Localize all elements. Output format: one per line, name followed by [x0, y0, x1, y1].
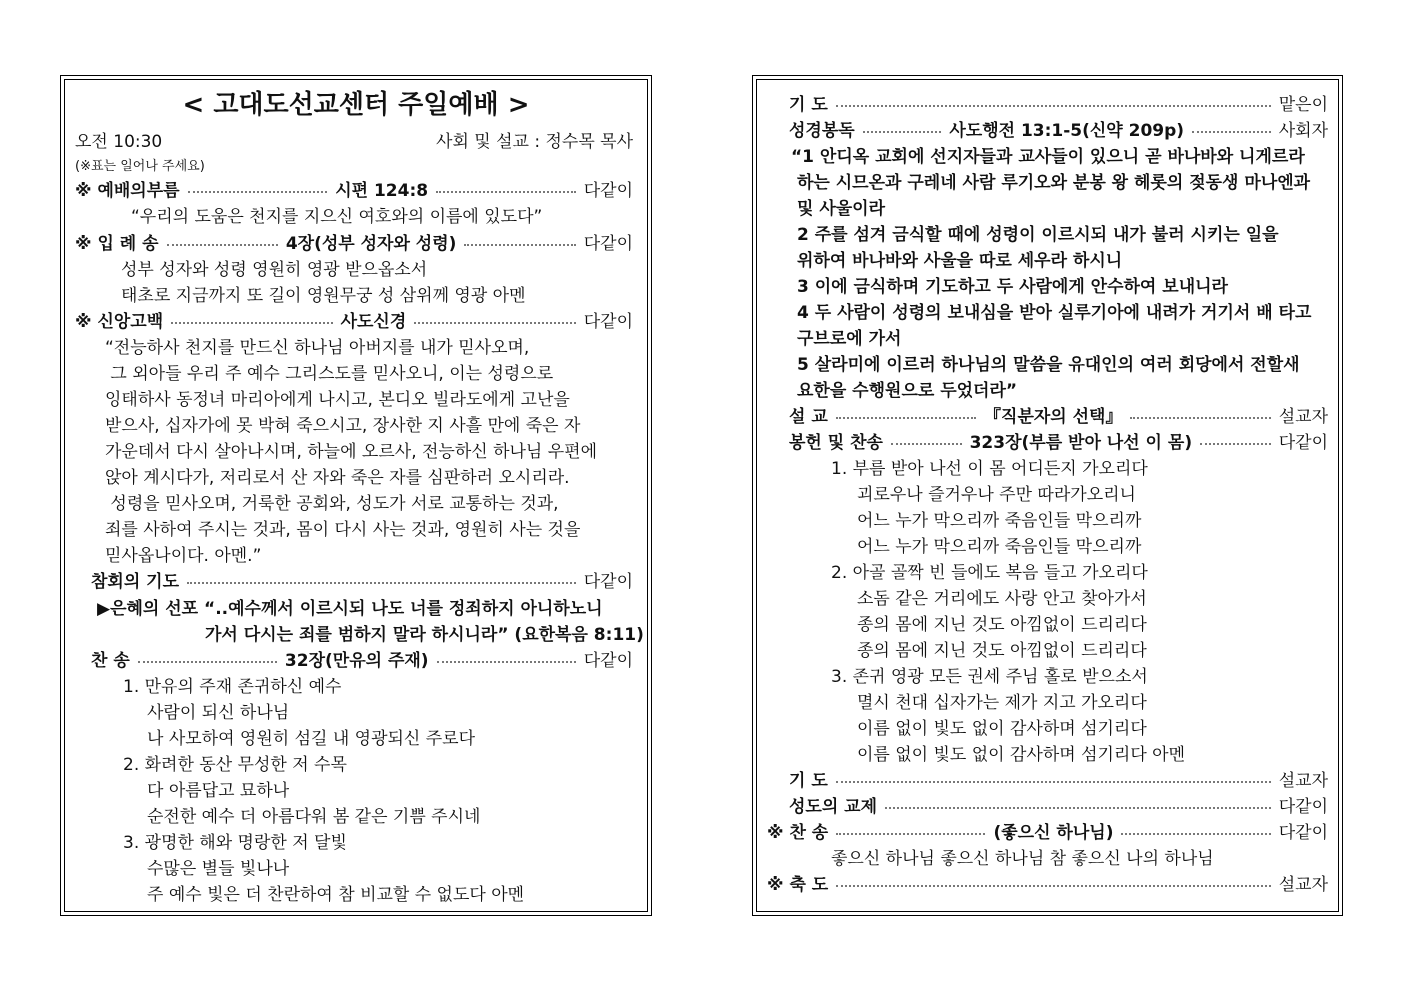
item-content: 32장(만유의 주재)	[284, 651, 429, 671]
scripture-line: 하는 시므온과 구레네 사람 루기오와 분봉 왕 헤롯의 젖동생 마나엔과	[797, 173, 1311, 193]
creed-line: 앉아 계시다가, 저리로서 산 자와 죽은 자를 심판하러 오시리라.	[105, 468, 570, 488]
grace-declaration: ▶은혜의 선포 “..예수께서 이르시되 나도 너를 정죄하지 아니하노니	[97, 599, 603, 619]
creed-line: 죄를 사하여 주시는 것과, 몸이 다시 사는 것과, 영원히 사는 것을	[105, 520, 581, 540]
hymn-line: 1. 만유의 주재 존귀하신 예수	[123, 677, 342, 697]
item-label: 참회의 기도	[91, 572, 180, 592]
item-responsible: 설교자	[1278, 407, 1328, 427]
hymn-line: 3. 존귀 영광 모든 권세 주님 홀로 받으소서	[831, 667, 1148, 687]
creed-line: “전능하사 천지를 만드신 하나님 아버지를 내가 믿사오며,	[105, 338, 530, 358]
order-item-fellowship	[789, 794, 1328, 820]
hymn-line: 이름 없이 빛도 없이 감사하며 섬기리다	[857, 719, 1147, 739]
standing-note: (※표는 일어나 주세요)	[75, 159, 205, 174]
creed-line: 잉태하사 동정녀 마리아에게 나시고, 본디오 빌라도에게 고난을	[105, 390, 570, 410]
hymn-line: 1. 부름 받아 나선 이 몸 어디든지 가오리다	[831, 459, 1148, 479]
item-label: 기 도	[789, 95, 828, 115]
item-responsible: 다같이	[583, 651, 634, 671]
scripture-line: 4 두 사람이 성령의 보내심을 받아 실루기아에 내려가 거기서 배 타고	[797, 303, 1312, 323]
hymn-line: 사람이 되신 하나님	[147, 703, 290, 723]
order-item-benediction	[767, 872, 1328, 898]
order-item-hymn	[91, 648, 633, 674]
item-label: ※ 입 례 송	[75, 234, 159, 254]
bulletin-title: < 고대도선교센터 주일예배 >	[182, 90, 530, 120]
creed-line: 가운데서 다시 살아나시며, 하늘에 오르사, 전능하신 하나님 우편에	[105, 442, 598, 462]
hymn-line: 수많은 별들 빛나나	[147, 859, 290, 879]
order-item-closing-hymn	[767, 820, 1328, 846]
order-item-offering-hymn	[789, 430, 1328, 456]
item-content: (좋으신 하나님)	[993, 823, 1114, 843]
item-label: 성경봉독	[789, 121, 855, 141]
scripture-line: 5 살라미에 이르러 하나님의 말씀을 유대인의 여러 회당에서 전할새	[797, 355, 1300, 375]
item-label: 봉헌 및 찬송	[789, 433, 883, 453]
item-responsible: 설교자	[1278, 771, 1328, 791]
item-responsible: 설교자	[1278, 875, 1328, 895]
item-label: ※ 신앙고백	[75, 312, 164, 332]
scripture-line: “1 안디옥 교회에 선지자들과 교사들이 있으니 곧 바나바와 니게르라	[791, 147, 1305, 167]
hymn-line: 순전한 예수 더 아름다워 봄 같은 기쁨 주시네	[147, 807, 481, 827]
order-item-creed	[75, 309, 633, 335]
scripture-line: 위하여 바나바와 사울을 따로 세우라 하시니	[797, 251, 1123, 271]
creed-line: 성령을 믿사오며, 거룩한 공회와, 성도가 서로 교통하는 것과,	[105, 494, 559, 514]
scripture-line: 구브로에 가서	[797, 329, 902, 349]
item-content: 시편 124:8	[335, 181, 429, 201]
item-label: ※ 축 도	[767, 875, 829, 895]
left-bulletin-panel	[60, 75, 652, 916]
scripture-line: 2 주를 섬겨 금식할 때에 성령이 이르시되 내가 불러 시키는 일을	[797, 225, 1279, 245]
item-responsible: 다같이	[583, 312, 633, 332]
item-responsible: 사회자	[1278, 121, 1328, 141]
item-label: 설 교	[789, 407, 828, 427]
order-item-scripture-reading	[789, 118, 1328, 144]
item-content: 『직분자의 선택』	[984, 407, 1123, 427]
hymn-line: 종의 몸에 지닌 것도 아낌없이 드리리다	[857, 641, 1147, 661]
scripture-line: 요한을 수행원으로 두었더라”	[797, 381, 1018, 401]
order-item-prayer	[789, 92, 1328, 118]
hymn-line: 소돔 같은 거리에도 사랑 안고 찾아가서	[857, 589, 1147, 609]
grace-declaration-cont: 가서 다시는 죄를 범하지 말라 하시니라” (요한복음 8:11)	[205, 625, 644, 645]
call-to-worship-text: “우리의 도움은 천지를 지으신 여호와의 이름에 있도다”	[131, 207, 543, 227]
hymn-line: 종의 몸에 지닌 것도 아낌없이 드리리다	[857, 615, 1147, 635]
hymn-line: 어느 누가 막으리까 죽음인들 막으리까	[857, 537, 1142, 557]
item-responsible: 맡은이	[1278, 95, 1328, 115]
hymn-line: 멸시 천대 십자가는 제가 지고 가오리다	[857, 693, 1147, 713]
item-content: 사도신경	[340, 312, 407, 332]
closing-song-text: 좋으신 하나님 좋으신 하나님 참 좋으신 나의 하나님	[831, 849, 1214, 869]
item-content: 사도행전 13:1-5(신약 209p)	[949, 121, 1185, 141]
hymn-line: 2. 화려한 동산 무성한 저 수목	[123, 755, 347, 775]
hymn-line: 2. 아골 골짝 빈 들에도 복음 들고 가오리다	[831, 563, 1148, 583]
creed-line: 그 외아들 우리 주 예수 그리스도를 믿사오니, 이는 성령으로	[105, 364, 554, 384]
right-bulletin-panel	[752, 75, 1343, 916]
order-item-sermon	[789, 404, 1328, 430]
item-responsible: 다같이	[583, 572, 633, 592]
hymn-line: 태초로 지금까지 또 길이 영원무궁 성 삼위께 영광 아멘	[121, 286, 526, 306]
item-label: ※ 찬 송	[767, 823, 829, 843]
hymn-line: 3. 광명한 해와 명랑한 저 달빛	[123, 833, 347, 853]
service-time: 오전 10:30	[75, 132, 163, 152]
item-responsible: 다같이	[583, 181, 634, 201]
item-label: 성도의 교제	[789, 797, 878, 817]
order-item-call-to-worship	[75, 178, 633, 204]
hymn-line: 주 예수 빛은 더 찬란하여 참 비교할 수 없도다 아멘	[147, 885, 525, 905]
hymn-line: 나 사모하여 영원히 섬길 내 영광되신 주로다	[147, 729, 476, 749]
order-item-confession-prayer	[91, 569, 633, 595]
hymn-line: 어느 누가 막으리까 죽음인들 막으리까	[857, 511, 1142, 531]
order-item-closing-prayer	[789, 768, 1328, 794]
hymn-line: 다 아름답고 묘하나	[147, 781, 290, 801]
hymn-line: 이름 없이 빛도 없이 감사하며 섬기리다 아멘	[857, 745, 1186, 765]
service-leader: 사회 및 설교 : 정수목 목사	[436, 132, 633, 152]
scripture-line: 및 사울이라	[797, 199, 886, 219]
item-responsible: 다같이	[1278, 823, 1328, 843]
item-label: 기 도	[789, 771, 828, 791]
item-responsible: 다같이	[1278, 797, 1328, 817]
creed-line: 받으사, 십자가에 못 박혀 죽으시고, 장사한 지 사흘 만에 죽은 자	[105, 416, 581, 436]
hymn-line: 괴로우나 즐거우나 주만 따라가오리니	[857, 485, 1136, 505]
order-item-opening-hymn	[75, 231, 633, 257]
item-label: 찬 송	[91, 651, 130, 671]
item-content: 323장(부름 받아 나선 이 몸)	[969, 433, 1193, 453]
item-responsible: 다같이	[583, 234, 633, 254]
scripture-line: 3 이에 금식하며 기도하고 두 사람에게 안수하여 보내니라	[797, 277, 1228, 297]
creed-line: 믿사옵나이다. 아멘.”	[105, 546, 262, 566]
item-responsible: 다같이	[1278, 433, 1329, 453]
item-content: 4장(성부 성자와 성령)	[285, 234, 457, 254]
item-label: ※ 예배의부름	[75, 181, 180, 201]
hymn-line: 성부 성자와 성령 영원히 영광 받으옵소서	[121, 260, 428, 280]
